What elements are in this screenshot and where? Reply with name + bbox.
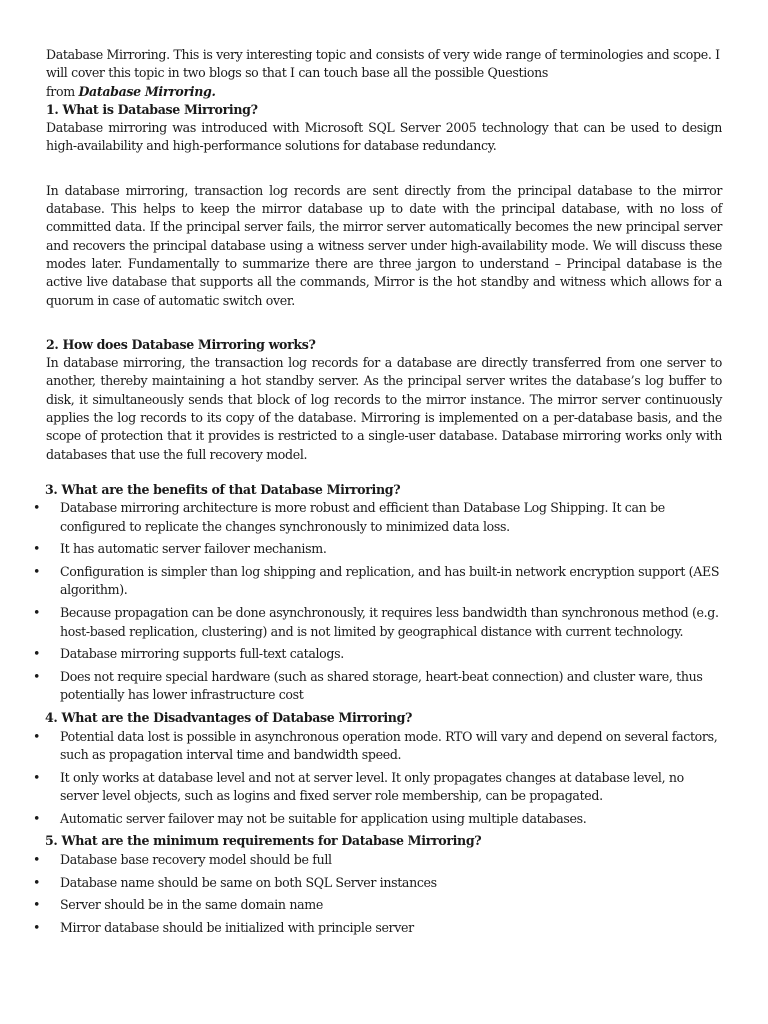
list-item-text: Automatic server failover may not be suitable for application using multiple databases. <box>60 810 587 826</box>
list-item-text: Potential data lost is possible in asynchronous operation mode. RTO will vary and depend on several factors, such as propagation interval time and bandwidth speed. <box>60 728 718 762</box>
list-item <box>33 874 722 892</box>
q2-paragraph: In database mirroring, the transaction log records for a database are directly transferred from one server to another, thereby maintaining a hot standby server. As the principal server writes the database’s log buffer to disk, it simultaneously sends that block of log records to the mirror instance. The mirror server continuously applies the log records to its copy of the database. Mirroring is implemented on a per-database basis, and the scope of protection that it provides is restricted to a single-user database. Database mirroring works only with databases that use the full recovery model. <box>46 355 722 462</box>
bullet-icon: • <box>33 874 41 890</box>
list-item <box>33 769 722 806</box>
bullet-icon: • <box>33 605 41 621</box>
list-item-text: It has automatic server failover mechanism. <box>60 541 327 557</box>
q3-list <box>33 499 722 704</box>
list-item-text: Database name should be same on both SQL Server instances <box>60 874 437 890</box>
list-item <box>33 540 722 558</box>
bullet-icon: • <box>33 810 41 826</box>
q4-heading: 4. What are the Disadvantages of Database Mirroring? <box>45 710 413 726</box>
q5-list <box>33 851 722 938</box>
list-item-text: Configuration is simpler than log shipping and replication, and has built-in network encryption support (AES algorithm). <box>60 564 720 598</box>
bullet-icon: • <box>33 897 41 913</box>
intro-from-prefix: from <box>46 83 79 99</box>
bullet-icon: • <box>33 500 41 516</box>
bullet-icon: • <box>33 669 41 685</box>
spacer <box>46 310 722 336</box>
list-item-text: Mirror database should be initialized with principle server <box>60 920 414 936</box>
q2-heading: 2. How does Database Mirroring works? <box>46 336 316 352</box>
intro-from-line <box>46 83 722 101</box>
list-item <box>33 851 722 869</box>
list-item <box>33 604 722 641</box>
q1-paragraph-2: In database mirroring, transaction log records are sent directly from the principal database to the mirror database. This helps to keep the mirror database up to date with the principal database, with no loss of committed data. If the principal server fails, the mirror server automatically becomes the new principal server and recovers the principal database using a witness server under high-availability mode. We will discuss these modes later. Fundamentally to summarize there are three jargon to understand – Principal database is the active live database that supports all the commands, Mirror is the hot standby and witness which allows for a quorum in case of automatic switch over. <box>46 182 722 308</box>
list-item-text: Database base recovery model should be full <box>60 851 332 867</box>
list-item-text: Server should be in the same domain name <box>60 897 323 913</box>
list-item <box>33 896 722 914</box>
bullet-icon: • <box>33 769 41 785</box>
q1-heading: 1. What is Database Mirroring? <box>46 101 258 117</box>
list-item <box>33 563 722 600</box>
bullet-icon: • <box>33 541 41 557</box>
bullet-icon: • <box>33 920 41 936</box>
q1-paragraph-1: Database mirroring was introduced with Microsoft SQL Server 2005 technology that can be used to design high-availability and high-performance solutions for database redundancy. <box>46 120 722 154</box>
list-item-text: Database mirroring supports full-text catalogs. <box>60 646 344 662</box>
bullet-icon: • <box>33 564 41 580</box>
q3-heading: 3. What are the benefits of that Database Mirroring? <box>45 481 401 497</box>
bullet-icon: • <box>33 728 41 744</box>
bullet-icon: • <box>33 851 41 867</box>
spacer <box>46 464 722 481</box>
intro-paragraph: Database Mirroring. This is very interesting topic and consists of very wide range of terminologies and scope. I will cover this topic in two blogs so that I can touch base all the possible Questions <box>46 47 720 81</box>
q4-list <box>33 728 722 828</box>
list-item <box>33 919 722 937</box>
list-item-text: Does not require special hardware (such as shared storage, heart-beat connection) and cluster ware, thus potentially has lower infrastructure cost <box>60 669 703 703</box>
list-item-text: Database mirroring architecture is more robust and efficient than Database Log Shipping. It can be configured to replicate the changes synchronously to minimized data loss. <box>60 500 665 534</box>
list-item <box>33 668 722 705</box>
list-item <box>33 499 722 536</box>
list-item <box>33 728 722 765</box>
list-item <box>33 645 722 663</box>
list-item-text: It only works at database level and not at server level. It only propagates changes at database level, no server level objects, such as logins and fixed server role membership, can be propagated. <box>60 769 684 803</box>
list-item <box>33 810 722 828</box>
bullet-icon: • <box>33 646 41 662</box>
q5-heading: 5. What are the minimum requirements for Database Mirroring? <box>45 833 482 849</box>
intro-from-emphasis: Database Mirroring. <box>78 83 216 99</box>
spacer <box>46 156 722 182</box>
list-item-text: Because propagation can be done asynchronously, it requires less bandwidth than synchronous method (e.g. host-based replication, clustering) and is not limited by geographical distance with current technology. <box>60 605 719 639</box>
